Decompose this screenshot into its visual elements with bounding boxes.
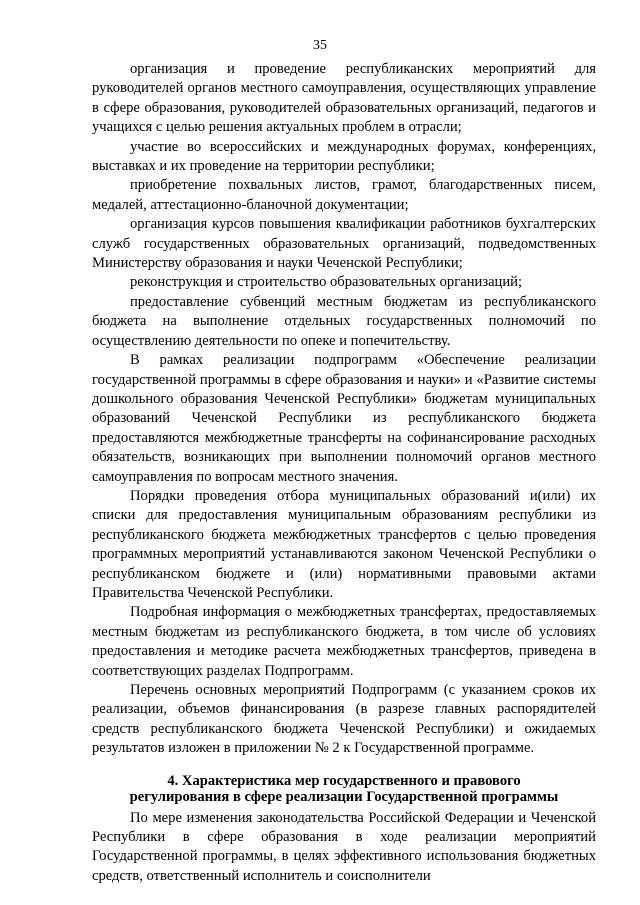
paragraph-subventions: предоставление субвенций местным бюджетам из республиканского бюджета на выполнение отдельных государственных полномочий по осуществлению деятельности по опеке и попечительству.: [92, 293, 596, 349]
section-heading-line-2: регулирования в сфере реализации Государственной программы: [129, 788, 559, 805]
section-heading-line-1: 4. Характеристика мер государственного и правового: [167, 772, 521, 789]
paragraph-transfer-details: Подробная информация о межбюджетных трансфертах, предоставляемых местным бюджетам из республиканского бюджета, в том числе об условиях предоставления и методике расчета межбюджетных трансфертов, приведена в соответствующих разделах Подпрограмм.: [92, 604, 596, 679]
paragraph-legislation-changes: По мере изменения законодательства Российской Федерации и Чеченской Республики в сфере образования в ходе реализации мероприятий Государственной программы, в целях эффективного использования бюджетных средств, ответственный исполнитель и соисполнители: [92, 809, 596, 884]
document-body: [92, 60, 596, 886]
paragraph-activities-list: Перечень основных мероприятий Подпрограмм (с указанием сроков их реализации, объемов финансирования (в разрезе главных распорядителей средств республиканского бюджета Чеченской Республики) и ожидаемых результатов изложен в приложении № 2 к Государственной программе.: [92, 682, 596, 757]
paragraph-event-organization: организация и проведение республиканских мероприятий для руководителей органов местного самоуправления, осуществляющих управление в сфере образования, руководителей образовательных организаций, педагогов и учащихся с целью решения актуальных проблем в отрасли;: [92, 61, 596, 136]
section-heading: [92, 773, 596, 805]
paragraph-certificates-purchase: приобретение похвальных листов, грамот, благодарственных писем, медалей, аттестационно-бланочной документации;: [92, 177, 596, 213]
paragraph-forums-participation: участие во всероссийских и международных форумах, конференциях, выставках и их проведение на территории республики;: [92, 138, 596, 175]
page-number: 35: [313, 38, 327, 53]
paragraph-selection-procedures: Порядки проведения отбора муниципальных образований и(или) их списки для предоставления муниципальным образованиям республики из республиканского бюджета межбюджетных трансфертов с целью проведения программных мероприятий устанавливаются законом Чеченской Республики о республиканском бюджете и (или) нормативными правовыми актами Правительства Чеченской Республики.: [92, 487, 596, 601]
paragraph-accounting-courses: организация курсов повышения квалификации работников бухгалтерских служб государственных образовательных организаций, подведомственных Министерству образования и науки Чеченской Республики;: [92, 216, 596, 272]
paragraph-construction: реконструкция и строительство образовательных организаций;: [130, 274, 523, 291]
paragraph-subprograms-transfers: В рамках реализации подпрограмм «Обеспечение реализации государственной программы в сфере образования и науки» и «Развитие системы дошкольного образования Чеченской Республики» бюджетам муниципальных образований Чеченской Республики из республиканского бюджета предоставляются межбюджетные трансферты на софинансирование расходных обязательств, возникающих при выполнении полномочий органов местного самоуправления по вопросам местного значения.: [92, 352, 596, 485]
